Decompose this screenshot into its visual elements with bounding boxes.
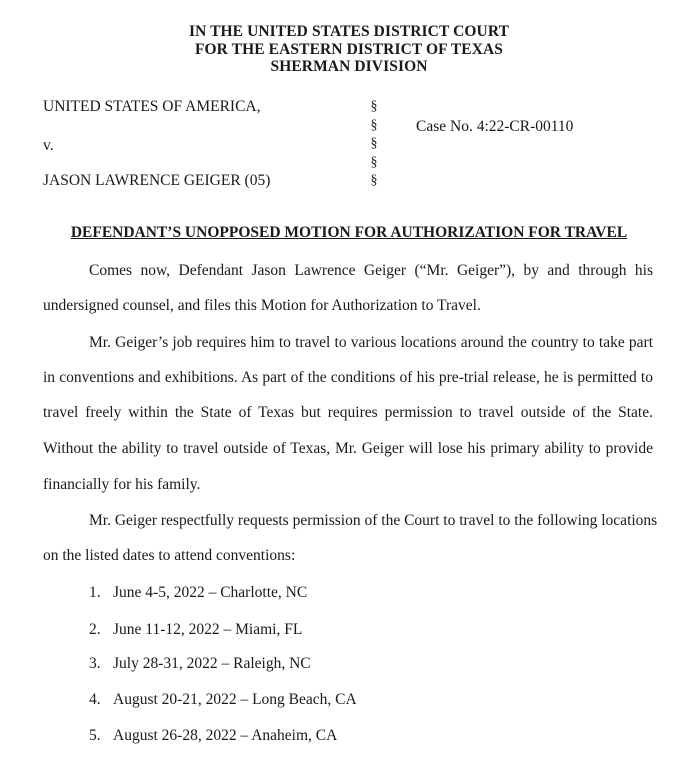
list-item-number: 5. bbox=[89, 727, 101, 744]
list-item-text: August 26-28, 2022 – Anaheim, CA bbox=[113, 727, 338, 744]
list-item-number: 3. bbox=[89, 655, 101, 672]
list-item-number: 1. bbox=[89, 584, 101, 601]
section-mark: § bbox=[370, 173, 378, 188]
paragraph-2-line: Mr. Geiger’s job requires him to travel to various locations around the country to take part bbox=[89, 334, 653, 351]
court-header-line-3: SHERMAN DIVISION bbox=[270, 58, 428, 75]
section-mark: § bbox=[370, 99, 378, 114]
paragraph-1-line: undersigned counsel, and files this Motion for Authorization to Travel. bbox=[43, 297, 481, 314]
list-item bbox=[89, 727, 337, 745]
paragraph-2-line: financially for his family. bbox=[43, 476, 201, 493]
list-item bbox=[89, 691, 357, 709]
caption-defendant: JASON LAWRENCE GEIGER (05) bbox=[43, 172, 271, 189]
case-number: Case No. 4:22-CR-00110 bbox=[416, 118, 574, 135]
section-mark: § bbox=[370, 154, 378, 170]
list-item-text: June 4-5, 2022 – Charlotte, NC bbox=[113, 584, 308, 601]
court-header-line-1: IN THE UNITED STATES DISTRICT COURT bbox=[188, 23, 510, 40]
caption-section-marks bbox=[368, 98, 380, 191]
paragraph-3-line: on the listed dates to attend conventions: bbox=[43, 547, 296, 564]
list-item bbox=[89, 655, 311, 673]
paragraph-3-line: Mr. Geiger respectfully requests permission of the Court to travel to the following locations bbox=[89, 512, 658, 529]
paragraph-2-line: in conventions and exhibitions. As part of the conditions of his pre-trial release, he is permitted to bbox=[43, 369, 653, 386]
paragraph-1-line: Comes now, Defendant Jason Lawrence Geiger (“Mr. Geiger”), by and through his bbox=[89, 262, 653, 279]
court-header bbox=[0, 23, 698, 76]
section-mark: § bbox=[370, 136, 378, 151]
list-item-number: 2. bbox=[89, 621, 101, 638]
court-header-line-2: FOR THE EASTERN DISTRICT OF TEXAS bbox=[194, 40, 504, 58]
list-item-text: June 11-12, 2022 – Miami, FL bbox=[113, 621, 303, 638]
list-item bbox=[89, 584, 307, 602]
section-mark: § bbox=[370, 117, 378, 133]
caption-versus: v. bbox=[43, 137, 54, 154]
list-item bbox=[89, 621, 302, 639]
list-item-text: August 20-21, 2022 – Long Beach, CA bbox=[113, 691, 357, 708]
paragraph-2-line: travel freely within the State of Texas but requires permission to travel outside of the State. bbox=[43, 404, 653, 421]
caption-plaintiff: UNITED STATES OF AMERICA, bbox=[43, 98, 261, 115]
list-item-text: July 28-31, 2022 – Raleigh, NC bbox=[113, 655, 311, 672]
list-item-number: 4. bbox=[89, 691, 101, 708]
motion-title: DEFENDANT’S UNOPPOSED MOTION FOR AUTHORIZATION FOR TRAVEL bbox=[70, 224, 628, 241]
paragraph-2-line: Without the ability to travel outside of Texas, Mr. Geiger will lose his primary ability to provide bbox=[43, 440, 653, 457]
